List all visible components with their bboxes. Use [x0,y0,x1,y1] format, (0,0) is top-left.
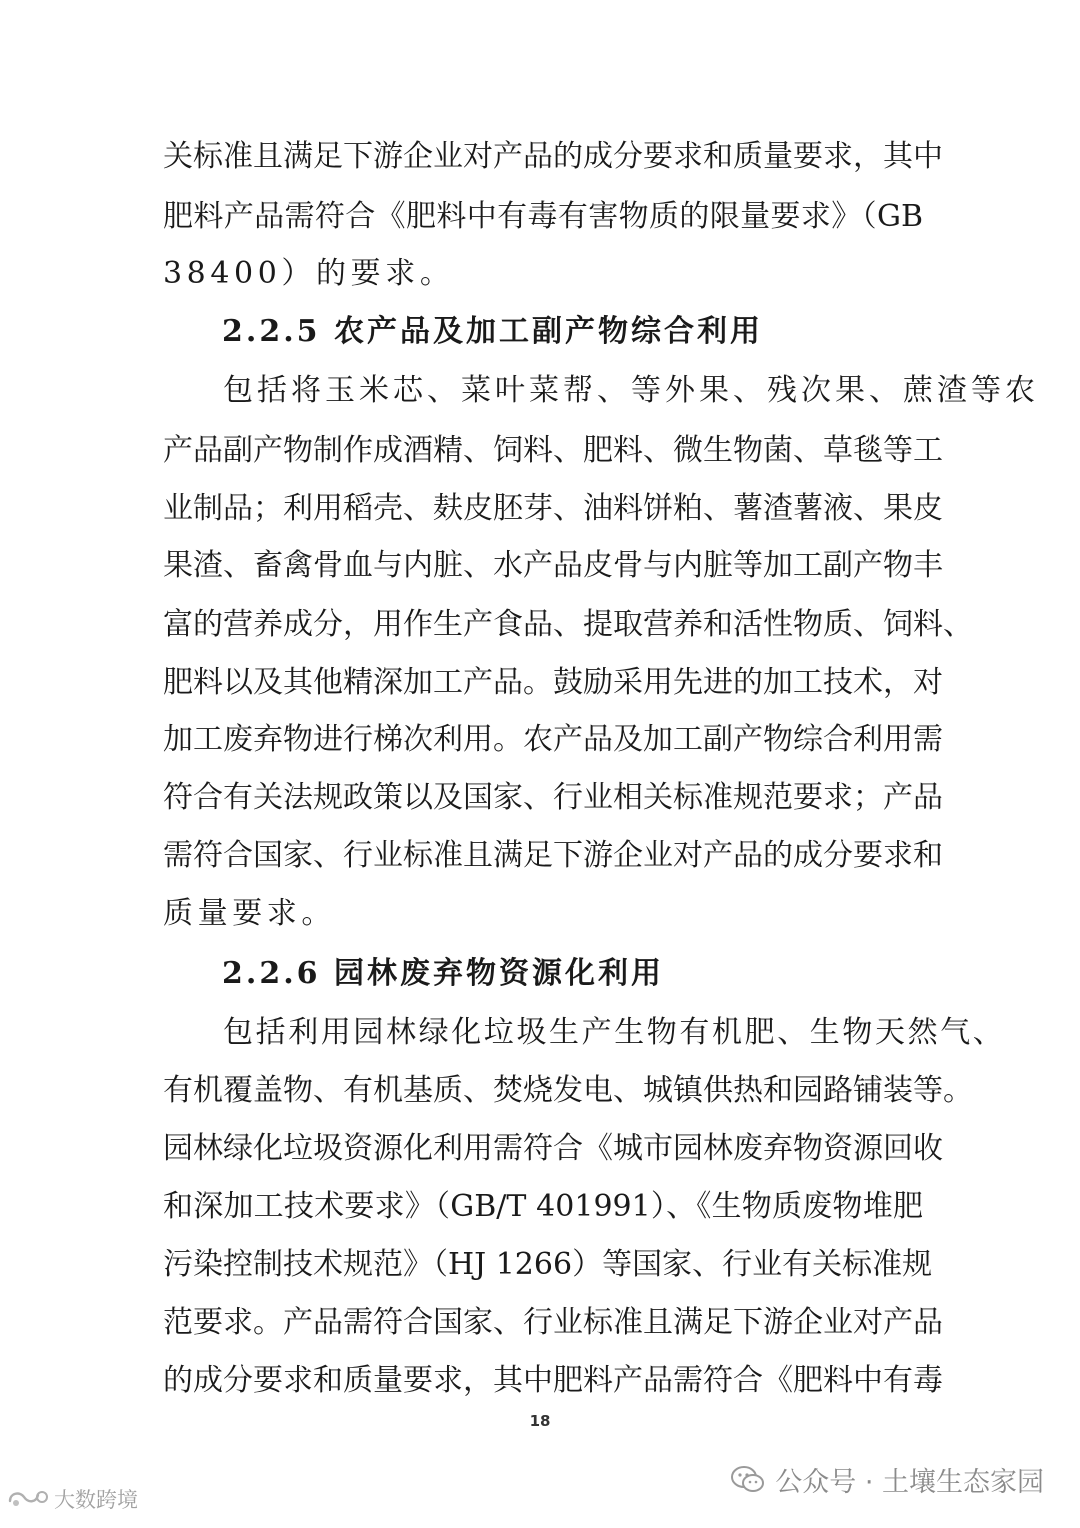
paragraph-line: 肥料产品需符合《肥料中有毒有害物质的限量要求》（GB [163,199,923,234]
paragraph-line: 和深加工技术要求》（GB/T 401991）、《生物质废物堆肥 [163,1189,923,1224]
paragraph-line: 的成分要求和质量要求，其中肥料产品需符合《肥料中有毒 [163,1363,943,1398]
paragraph-line: 果渣、畜禽骨血与内脏、水产品皮骨与内脏等加工副产物丰 [163,548,943,583]
paragraph-line: 业制品；利用稻壳、麸皮胚芽、油料饼粕、薯渣薯液、果皮 [163,491,943,526]
paragraph-line: 符合有关法规政策以及国家、行业相关标准规范要求；产品 [163,780,943,815]
wechat-icon [731,1465,765,1495]
watermark-account-name: 公众号 · 土壤生态家园 [775,1467,1044,1498]
page-number: 18 [529,1412,551,1430]
paragraph-line: 包括利用园林绿化垃圾生产生物有机肥、生物天然气、 [223,1015,1006,1050]
paragraph-line: 包括将玉米芯、菜叶菜帮、等外果、残次果、蔗渣等农 [223,373,1039,408]
paragraph-line: 肥料以及其他精深加工产品。鼓励采用先进的加工技术，对 [163,665,943,700]
paragraph-line: 范要求。产品需符合国家、行业标准且满足下游企业对产品 [163,1305,943,1340]
section-heading-2-2-5: 2.2.5 农产品及加工副产物综合利用 [222,314,763,349]
paragraph-line: 园林绿化垃圾资源化利用需符合《城市园林废弃物资源回收 [163,1131,943,1166]
paragraph-line: 质量要求。 [163,896,336,931]
paragraph-line: 有机覆盖物、有机基质、焚烧发电、城镇供热和园路铺装等。 [163,1073,973,1108]
section-heading-2-2-6: 2.2.6 园林废弃物资源化利用 [222,956,664,991]
paragraph-line: 需符合国家、行业标准且满足下游企业对产品的成分要求和 [163,838,943,873]
paragraph-line: 加工废弃物进行梯次利用。农产品及加工副产物综合利用需 [163,722,943,757]
brand-watermark [6,1484,138,1514]
paragraph-line: 38400）的要求。 [163,256,455,291]
brand-logo-icon [6,1487,50,1511]
paragraph-line: 富的营养成分，用作生产食品、提取营养和活性物质、饲料、 [163,607,973,642]
paragraph-line: 产品副产物制作成酒精、饲料、肥料、微生物菌、草毯等工 [163,433,943,468]
wechat-watermark [731,1460,1044,1499]
paragraph-line: 污染控制技术规范》（HJ 1266）等国家、行业有关标准规 [163,1247,933,1282]
watermark-brand-name: 大数跨境 [54,1488,138,1512]
paragraph-line: 关标准且满足下游企业对产品的成分要求和质量要求，其中 [163,139,943,174]
